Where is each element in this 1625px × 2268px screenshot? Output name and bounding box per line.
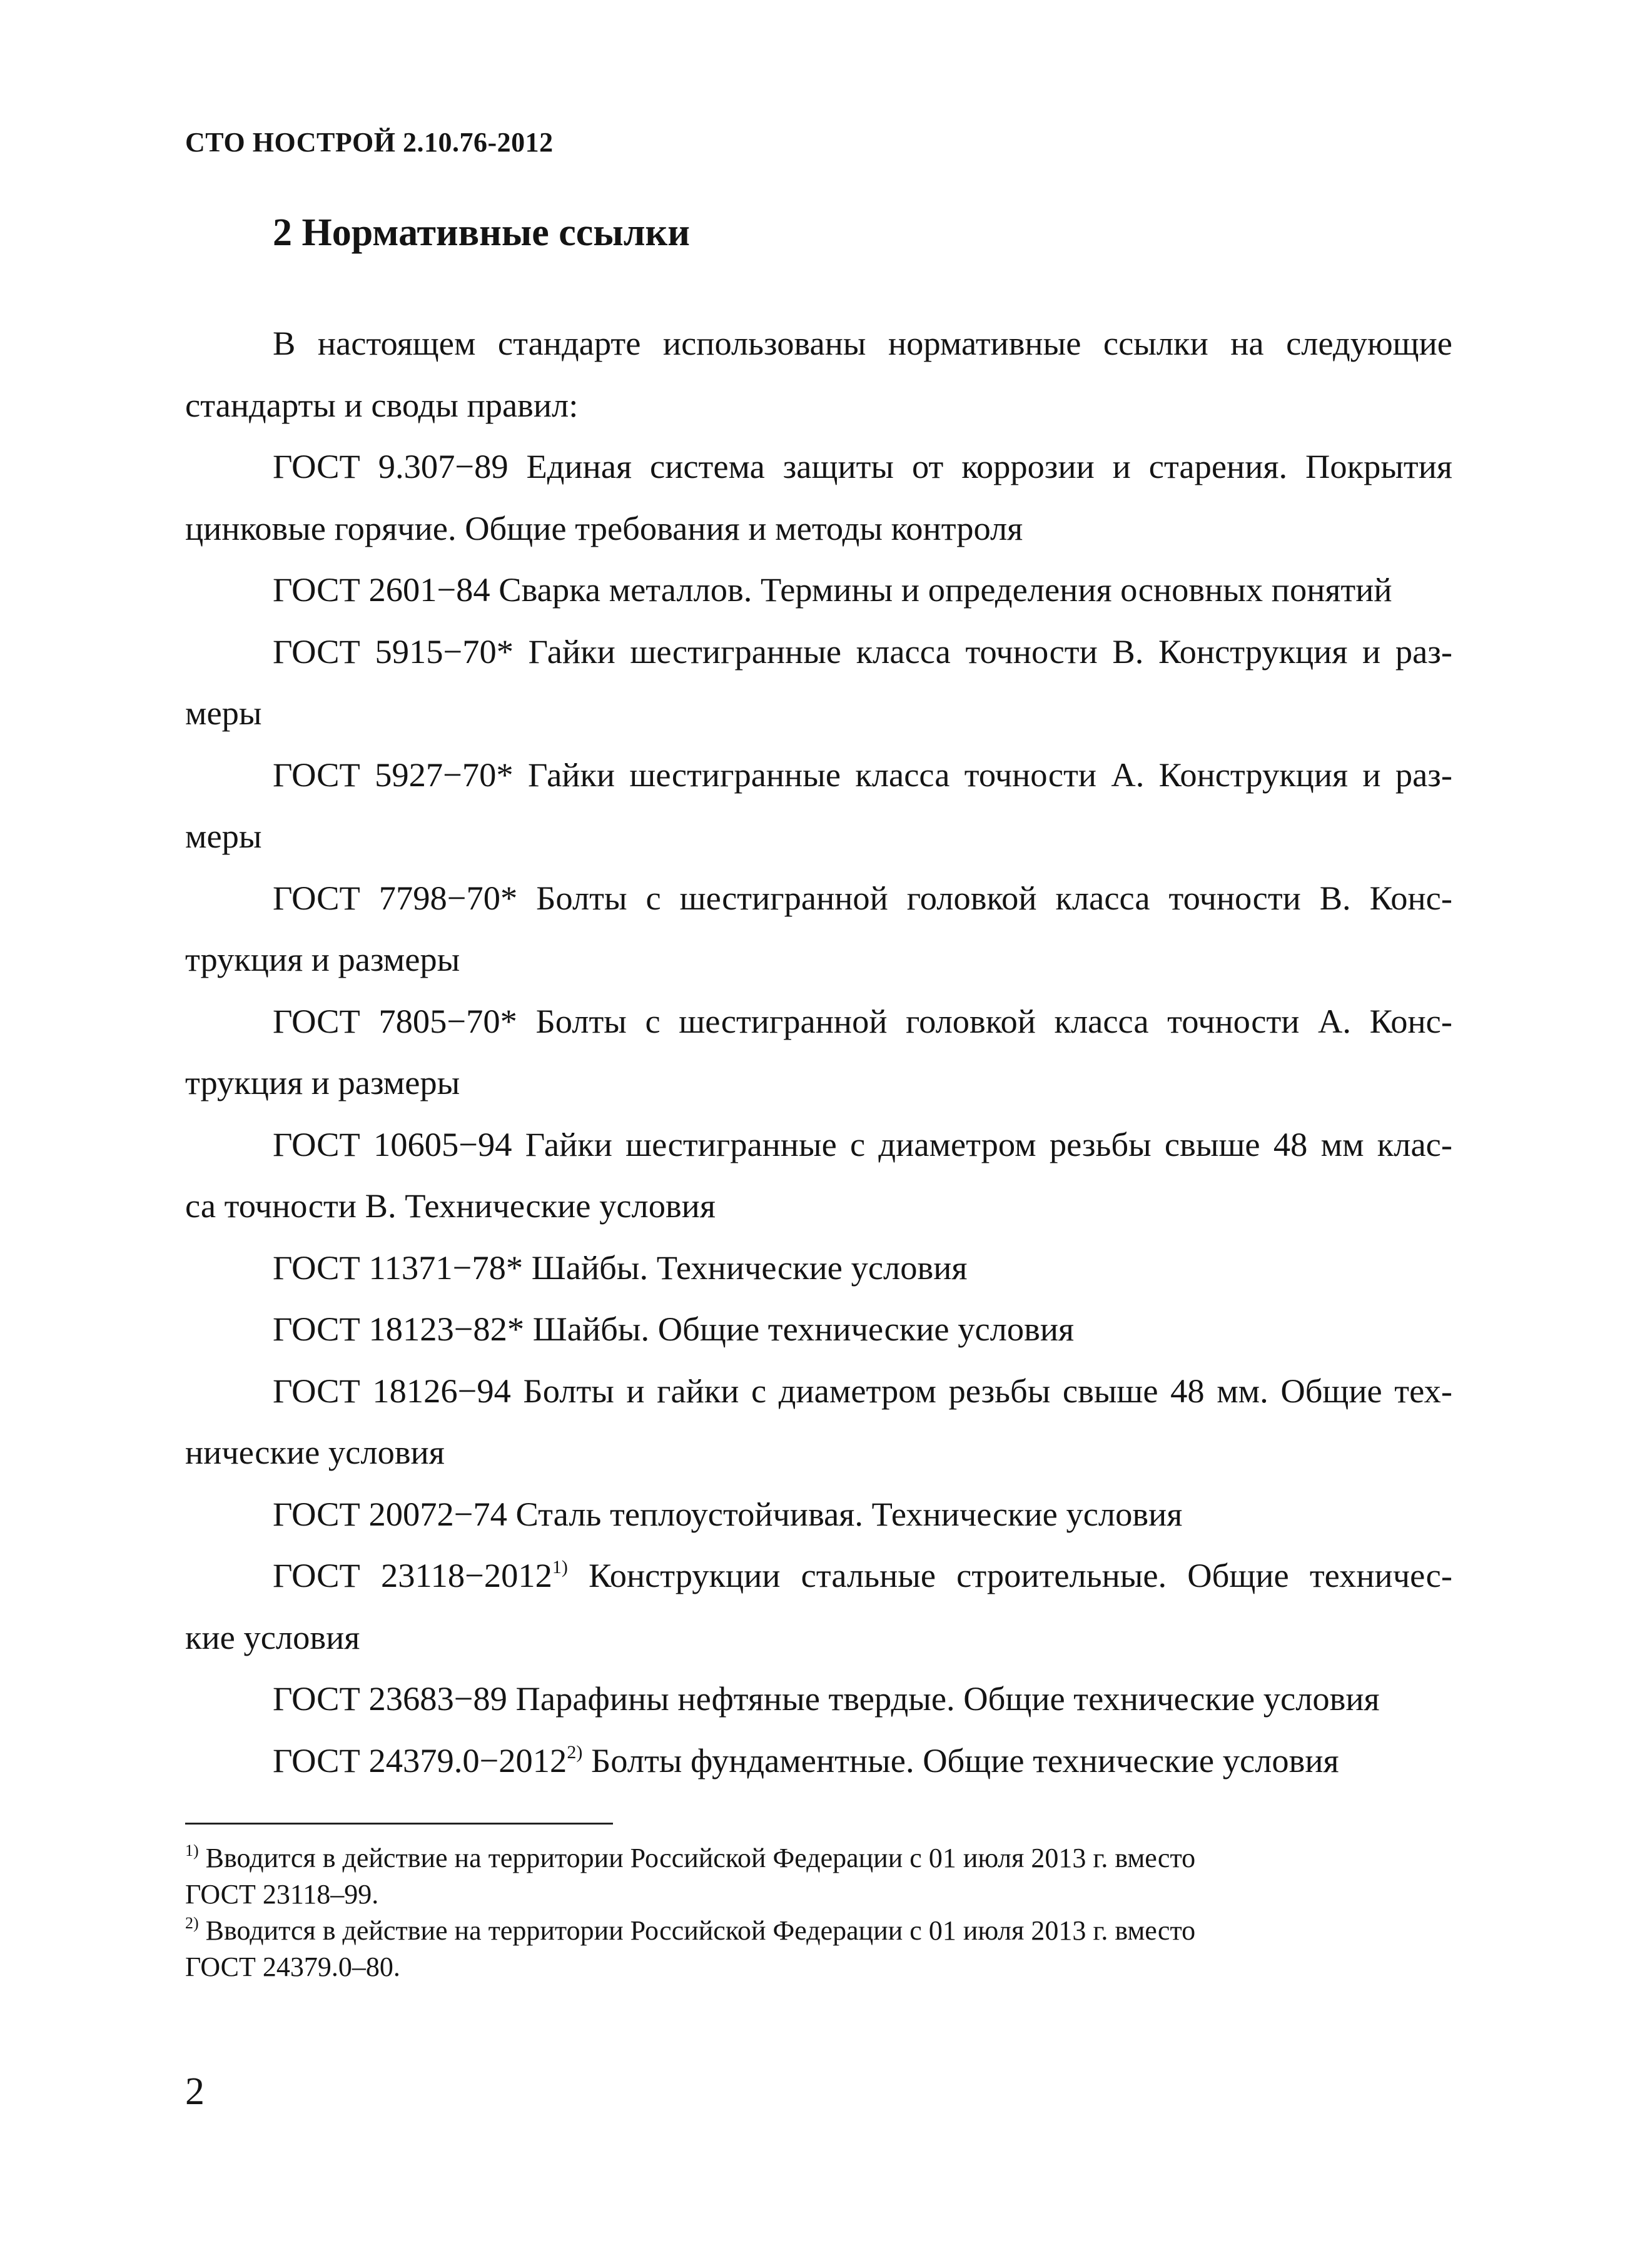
reference-line-2: трукция и размеры [185,940,460,978]
reference-item [185,1668,1452,1730]
reference-line-1: ГОСТ 23683−89 Парафины нефтяные твердые. Общие технические условия [273,1679,1380,1718]
reference-item [185,1299,1452,1360]
reference-line-2: трукция и размеры [185,1063,460,1101]
reference-line-2: меры [185,694,262,732]
reference-item [185,1545,1452,1668]
footnote-item-continuation: ГОСТ 24379.0–80. [185,1952,400,1982]
reference-line-2: са точности В. Технические условия [185,1187,716,1225]
reference-line-1 [185,1730,1452,1792]
section-body [185,313,1452,1791]
reference-line-1: ГОСТ 5927−70* Гайки шестигранные класса точности А. Конструкция и раз- [273,755,1452,794]
reference-line-2: нические условия [185,1433,445,1471]
footnote-item [185,1913,1374,1949]
page-number: 2 [185,2070,205,2113]
reference-line-1: ГОСТ 18123−82* Шайбы. Общие технические условия [273,1310,1075,1348]
section-title: 2 Нормативные ссылки [273,211,690,254]
reference-item [185,1360,1452,1484]
reference-code: ГОСТ 24379.0−2012 [273,1741,567,1779]
reference-line-1: ГОСТ 5915−70* Гайки шестигранные класса точности В. Конструкция и раз- [273,632,1452,671]
reference-item [185,991,1452,1114]
footnotes [185,1840,1374,1985]
reference-code: ГОСТ 23118−2012 [273,1556,552,1594]
reference-line-1: ГОСТ 10605−94 Гайки шестигранные с диаметром резьбы свыше 48 мм клас- [273,1125,1452,1163]
footnote-text: Вводится в действие на территории Российской Федерации с 01 июля 2013 г. вместо [198,1915,1196,1946]
footnote-item [185,1840,1374,1876]
reference-item [185,621,1452,744]
reference-title: Конструкции стальные строительные. Общие техничес- [567,1556,1453,1594]
reference-item [185,1114,1452,1237]
reference-line-1: ГОСТ 11371−78* Шайбы. Технические условия [273,1248,968,1287]
reference-line-2: кие условия [185,1617,360,1656]
reference-line-1: ГОСТ 7805−70* Болты с шестигранной головкой класса точности А. Конс- [273,1001,1452,1040]
reference-line-2: цинковые горячие. Общие требования и методы контроля [185,509,1023,547]
reference-item [185,436,1452,559]
reference-line-1 [185,1545,1452,1607]
reference-line-1: ГОСТ 2601−84 Сварка металлов. Термины и определения основных понятий [273,570,1392,609]
document-code-header: СТО НОСТРОЙ 2.10.76-2012 [185,127,554,158]
reference-line-1: ГОСТ 9.307−89 Единая система защиты от коррозии и старения. Покрытия [273,447,1452,485]
reference-line-1: ГОСТ 18126−94 Болты и гайки с диаметром резьбы свыше 48 мм. Общие тех- [273,1371,1452,1410]
reference-item [185,1484,1452,1546]
intro-line-1: В настоящем стандарте использованы нормативные ссылки на следующие [273,324,1452,362]
footnote-item-continuation: ГОСТ 23118–99. [185,1879,379,1910]
footnote-marker: 1) [552,1557,568,1577]
reference-item [185,1237,1452,1299]
reference-item [185,868,1452,991]
reference-item [185,559,1452,621]
reference-line-1: ГОСТ 20072−74 Сталь теплоустойчивая. Технические условия [273,1494,1183,1533]
reference-line-1: ГОСТ 7798−70* Болты с шестигранной головкой класса точности В. Конс- [273,878,1452,917]
reference-item [185,1730,1452,1792]
footnote-marker: 2) [185,1914,199,1932]
reference-title: Болты фундаментные. Общие технические условия [582,1741,1339,1779]
footnote-text: Вводится в действие на территории Российской Федерации с 01 июля 2013 г. вместо [198,1843,1196,1873]
footnote-marker: 1) [185,1841,199,1860]
reference-item [185,744,1452,868]
intro-paragraph [185,313,1452,436]
intro-line-2: стандарты и своды правил: [185,385,579,424]
reference-line-2: меры [185,817,262,855]
footnote-marker: 2) [567,1741,583,1763]
footnote-divider [185,1823,613,1825]
